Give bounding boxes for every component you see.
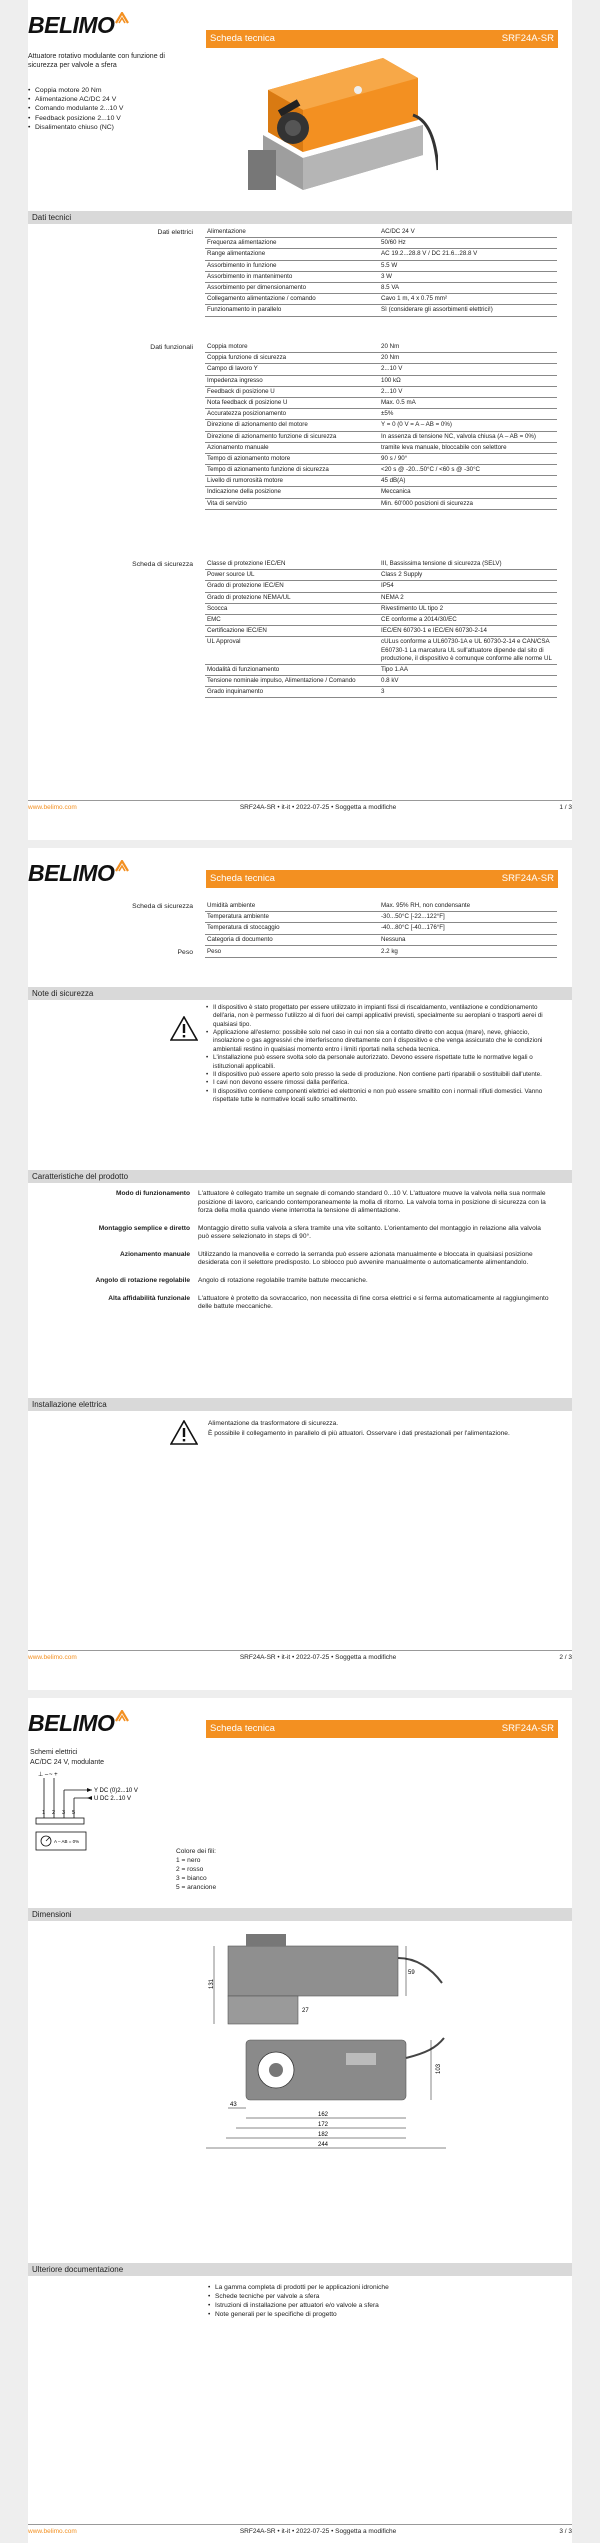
- feature-item: • Comando modulante 2...10 V: [28, 104, 198, 113]
- spec-row: [205, 342, 557, 353]
- belimo-logo: BELIMO: [28, 14, 129, 37]
- spec-row: [205, 397, 557, 408]
- spec-row: [205, 420, 557, 431]
- footer-url[interactable]: www.belimo.com: [28, 2528, 77, 2535]
- spec-key: Tensione nominale impulso, Alimentazione / Comando: [205, 676, 379, 687]
- spec-row: [205, 271, 557, 282]
- spec-key: Campo di lavoro Y: [205, 364, 379, 375]
- spec-row: [205, 364, 557, 375]
- spec-row: [205, 375, 557, 386]
- spec-value: CE conforme a 2014/30/EC: [379, 614, 557, 625]
- dim-right: 59: [408, 1970, 415, 1976]
- dim-side: 103: [436, 2063, 442, 2074]
- footer-url[interactable]: www.belimo.com: [28, 1654, 77, 1661]
- spec-key: EMC: [205, 614, 379, 625]
- spec-row: [205, 238, 557, 249]
- spec-key: Accuratezza posizionamento: [205, 409, 379, 420]
- spec-value: AC/DC 24 V: [379, 227, 557, 238]
- group-functional-label: Dati funzionali: [150, 344, 193, 351]
- wiring-pin: 1: [42, 1810, 46, 1816]
- section-product-features: Caratteristiche del prodotto: [28, 1170, 572, 1183]
- spec-value: Max. 0.5 mA: [379, 397, 557, 408]
- spec-row: [205, 442, 557, 453]
- spec-row: [205, 353, 557, 364]
- wire-color: 1 = nero: [176, 1856, 201, 1864]
- spec-key: UL Approval: [205, 637, 379, 665]
- section-tech-data: Dati tecnici: [28, 211, 572, 224]
- safety-table: [205, 559, 557, 698]
- section-electrical-install: Installazione elettrica: [28, 1398, 572, 1411]
- spec-row: [205, 676, 557, 687]
- footer-url[interactable]: www.belimo.com: [28, 804, 77, 811]
- spec-value: IEC/EN 60730-1 e IEC/EN 60730-2-14: [379, 626, 557, 637]
- dimension-drawing: [206, 1928, 506, 2178]
- spec-value: 2.2 kg: [379, 947, 557, 958]
- feature-text: L'attuatore è protetto da sovraccarico, non necessita di fine corsa elettrici e si ferma automaticamente al raggiungimento delle battute meccaniche.: [198, 1294, 549, 1311]
- wiring-y-label: Y DC (0)2...10 V: [94, 1788, 138, 1794]
- spec-value: 2...10 V: [379, 364, 557, 375]
- spec-row: [205, 249, 557, 260]
- spec-value: ±5%: [379, 409, 557, 420]
- wire-color: 2 = rosso: [176, 1865, 204, 1873]
- product-features-list: [28, 1190, 572, 1321]
- spec-key: Coppia funzione di sicurezza: [205, 353, 379, 364]
- spec-key: Vita di servizio: [205, 498, 379, 509]
- safety-note: • Il dispositivo è stato progettato per essere utilizzato in impianti fissi di riscaldamento, ventilazione e condizionamento dell'aria, non è permesso l'utilizzo al di fuori dei campi applicativi previsti, specialmente su aeroplani o trasporti aerei di qualsiasi tipo.: [206, 1004, 558, 1029]
- spec-key: Range alimentazione: [205, 249, 379, 260]
- spec-key: Umidità ambiente: [205, 901, 379, 912]
- wiring-diagram: [32, 1770, 182, 1860]
- wire-colors: [176, 1848, 216, 1892]
- spec-key: Grado inquinamento: [205, 687, 379, 698]
- section-dimensions: Dimensioni: [28, 1908, 572, 1921]
- spec-key: Power source UL: [205, 570, 379, 581]
- spec-key: Assorbimento per dimensionamento: [205, 282, 379, 293]
- wiring-t-plus: ~ +: [49, 1772, 58, 1778]
- spec-value: 45 dB(A): [379, 476, 557, 487]
- spec-row: [205, 581, 557, 592]
- install-warning-text: È possibile il collegamento in parallelo di più attuatori. Osservare i dati prestazionali per l'alimentazione.: [208, 1430, 510, 1437]
- feature-text: Angolo di rotazione regolabile tramite battute meccaniche.: [198, 1276, 368, 1284]
- spec-value: 100 kΩ: [379, 375, 557, 386]
- spec-value: Nessuna: [379, 934, 557, 945]
- datasheet-header: [206, 870, 558, 888]
- group-weight-label: Peso: [177, 949, 193, 956]
- group-electric-label: Dati elettrici: [157, 229, 193, 236]
- spec-row: [205, 559, 557, 570]
- belimo-logo: BELIMO: [28, 1712, 129, 1735]
- wiring-subtitle: AC/DC 24 V, modulante: [30, 1759, 105, 1766]
- page-1: [28, 0, 572, 840]
- spec-value: 2...10 V: [379, 386, 557, 397]
- actuator-product-image: [208, 50, 438, 202]
- wiring-pin: 3: [62, 1810, 66, 1816]
- footer-page: 2 / 3: [559, 1654, 572, 1661]
- spec-key: Tempo di azionamento motore: [205, 453, 379, 464]
- functional-table: [205, 342, 557, 510]
- spec-key: Indicazione della posizione: [205, 487, 379, 498]
- feature-list: [28, 86, 198, 132]
- safety-note: • L'installazione può essere svolta solo da personale autorizzato. Devono essere rispettate tutte le normative legali o istituzionali applicabili.: [206, 1054, 558, 1071]
- spec-key: Nota feedback di posizione U: [205, 397, 379, 408]
- feature-label: Montaggio semplice e diretto: [98, 1224, 190, 1232]
- wiring-u-label: U DC 2...10 V: [94, 1796, 132, 1802]
- docs-list: [208, 2283, 548, 2319]
- wiring-pin: 2: [52, 1810, 56, 1816]
- spec-value: 3 W: [379, 271, 557, 282]
- spec-row: [205, 294, 557, 305]
- spec-row: [205, 570, 557, 581]
- doc-item: • Schede tecniche per valvole a sfera: [208, 2292, 548, 2301]
- spec-key: Tempo di azionamento funzione di sicurezza: [205, 465, 379, 476]
- dim-width: 172: [318, 2122, 329, 2128]
- warning-icon: [170, 1420, 198, 1445]
- spec-value: Y = 0 (0 V = A – AB = 0%): [379, 420, 557, 431]
- spec-key: Temperatura ambiente: [205, 912, 379, 923]
- feature-row: [28, 1277, 572, 1286]
- footer-page: 1 / 3: [559, 804, 572, 811]
- spec-key: Scocca: [205, 603, 379, 614]
- header-model: SRF24A-SR: [501, 872, 554, 884]
- spec-key: Collegamento alimentazione / comando: [205, 294, 379, 305]
- spec-key: Azionamento manuale: [205, 442, 379, 453]
- page-3: [28, 1698, 572, 2543]
- header-title: Scheda tecnica: [210, 872, 275, 884]
- spec-key: Alimentazione: [205, 227, 379, 238]
- feature-row: [28, 1225, 572, 1242]
- spec-row: [205, 912, 557, 923]
- spec-row: [205, 923, 557, 934]
- belimo-logo: BELIMO: [28, 862, 129, 885]
- spec-value: 90 s / 90°: [379, 453, 557, 464]
- spec-value: -30...50°C [-22...122°F]: [379, 912, 557, 923]
- spec-row: [205, 227, 557, 238]
- feature-row: [28, 1190, 572, 1216]
- spec-value: In assenza di tensione NC, valvola chiusa (A – AB = 0%): [379, 431, 557, 442]
- spec-value: 20 Nm: [379, 342, 557, 353]
- spec-value: <20 s @ -20...50°C / <60 s @ -30°C: [379, 465, 557, 476]
- dim-width: 182: [318, 2132, 329, 2138]
- feature-item: • Alimentazione AC/DC 24 V: [28, 95, 198, 104]
- spec-row: [205, 487, 557, 498]
- feature-label: Modo di funzionamento: [116, 1190, 190, 1197]
- spec-key: Direzione di azionamento funzione di sicurezza: [205, 431, 379, 442]
- spec-value: AC 19.2...28.8 V / DC 21.6...28.8 V: [379, 249, 557, 260]
- doc-item: • Istruzioni di installazione per attuatori e/o valvole a sfera: [208, 2301, 548, 2310]
- spec-row: [205, 476, 557, 487]
- spec-row: [205, 465, 557, 476]
- header-model: SRF24A-SR: [501, 32, 554, 44]
- spec-row: [205, 934, 557, 945]
- spec-key: Frequenza alimentazione: [205, 238, 379, 249]
- spec-row: [205, 282, 557, 293]
- header-model: SRF24A-SR: [501, 1722, 554, 1734]
- wire-colors-title: Colore dei fili:: [176, 1848, 216, 1855]
- dim-left: 43: [230, 2102, 237, 2108]
- feature-row: [28, 1295, 572, 1312]
- wiring-title: Schemi elettrici: [30, 1749, 78, 1756]
- dim-height: 131: [209, 1978, 215, 1989]
- spec-key: Coppia motore: [205, 342, 379, 353]
- spec-value: tramite leva manuale, bloccabile con selettore: [379, 442, 557, 453]
- spec-row: [205, 498, 557, 509]
- weight-table: [205, 947, 557, 958]
- install-warning-title: Alimentazione da trasformatore di sicurezza.: [208, 1420, 339, 1427]
- spec-row: [205, 614, 557, 625]
- wiring-pin: 5: [72, 1810, 76, 1816]
- feature-label: Alta affidabilità funzionale: [108, 1294, 190, 1302]
- spec-value: 50/60 Hz: [379, 238, 557, 249]
- wire-color: 5 = arancione: [176, 1883, 217, 1891]
- spec-key: Grado di protezione NEMA/UL: [205, 592, 379, 603]
- footer-meta: SRF24A-SR • it-it • 2022-07-25 • Soggetta a modifiche: [239, 804, 397, 811]
- spec-value: Max. 95% RH, non condensante: [379, 901, 557, 912]
- spec-value: 8.5 VA: [379, 282, 557, 293]
- spec-row: [205, 626, 557, 637]
- feature-item: • Disalimentato chiuso (NC): [28, 123, 198, 132]
- spec-key: Modalità di funzionamento: [205, 664, 379, 675]
- wire-color: 3 = bianco: [176, 1874, 207, 1882]
- spec-key: Assorbimento in funzione: [205, 260, 379, 271]
- footer-meta: SRF24A-SR • it-it • 2022-07-25 • Soggetta a modifiche: [239, 2528, 397, 2535]
- footer-meta: SRF24A-SR • it-it • 2022-07-25 • Soggetta a modifiche: [239, 1654, 397, 1661]
- wiring-t-minus: ⊥ –: [38, 1772, 49, 1778]
- spec-value: -40...80°C [-40...176°F]: [379, 923, 557, 934]
- spec-key: Livello di rumorosità motore: [205, 476, 379, 487]
- safety-note: • Il dispositivo contiene componenti elettrici ed elettronici e non può essere smaltito con i normali rifiuti domestici. Vanno rispettate tutte le normative locali sullo smaltimento.: [206, 1088, 558, 1105]
- dim-small: 27: [302, 2008, 309, 2014]
- safety-table-cont: [205, 901, 557, 946]
- section-safety-notes: Note di sicurezza: [28, 987, 572, 1000]
- spec-row: [205, 592, 557, 603]
- feature-item: • Feedback posizione 2...10 V: [28, 114, 198, 123]
- spec-value: Sì (considerare gli assorbimenti elettrici!): [379, 305, 557, 316]
- doc-item: • Note generali per le specifiche di progetto: [208, 2310, 548, 2319]
- spec-value: 20 Nm: [379, 353, 557, 364]
- spec-key: Temperatura di stoccaggio: [205, 923, 379, 934]
- spec-key: Certificazione IEC/EN: [205, 626, 379, 637]
- spec-row: [205, 637, 557, 665]
- feature-row: [28, 1251, 572, 1268]
- spec-row: [205, 409, 557, 420]
- page-footer: [28, 2524, 572, 2536]
- safety-note: • Applicazione all'esterno: possibile solo nel caso in cui non sia a contatto diretto con acqua (mare), neve, ghiaccio, insolazione o gas aggressivi che interferiscono direttamente con il dispositivo e che venga assicurato che le condizioni ambientali restino in qualsiasi momento entro i limiti riportati nella scheda tecnica.: [206, 1029, 558, 1054]
- page-footer: [28, 1650, 572, 1662]
- spec-key: Categoria di documento: [205, 934, 379, 945]
- spec-value: Min. 60'000 posizioni di sicurezza: [379, 498, 557, 509]
- group-safety-label: Scheda di sicurezza: [132, 561, 193, 568]
- spec-row: [205, 664, 557, 675]
- spec-key: Direzione di azionamento del motore: [205, 420, 379, 431]
- feature-item: • Coppia motore 20 Nm: [28, 86, 198, 95]
- spec-key: Peso: [205, 947, 379, 958]
- spec-value: cULus conforme a UL60730-1A e UL 60730-2-14 e CAN/CSA E60730-1 La marcatura UL sull'attuatore dipende dal sito di produzione, il dispositivo è comunque conforme alle norme UL: [379, 637, 557, 665]
- spec-value: Class 2 Supply: [379, 570, 557, 581]
- warning-icon: [170, 1016, 198, 1041]
- spec-value: 0.8 kV: [379, 676, 557, 687]
- wiring-actuator-label: A – AB = 0%: [54, 1839, 80, 1844]
- spec-value: 5.5 W: [379, 260, 557, 271]
- spec-key: Classe di protezione IEC/EN: [205, 559, 379, 570]
- dim-width: 162: [318, 2112, 329, 2118]
- safety-note: • Il dispositivo può essere aperto solo presso la sede di produzione. Non contiene parti riparabili o sostituibili dall'utente.: [206, 1071, 558, 1079]
- safety-note: • I cavi non devono essere rimossi dalla periferica.: [206, 1079, 558, 1087]
- header-title: Scheda tecnica: [210, 1722, 275, 1734]
- spec-row: [205, 901, 557, 912]
- header-title: Scheda tecnica: [210, 32, 275, 44]
- page-2: [28, 848, 572, 1690]
- spec-value: NEMA 2: [379, 592, 557, 603]
- feature-text: Montaggio diretto sulla valvola a sfera tramite una vite soltanto. L'orientamento del montaggio in relazione alla valvola può essere selezionato in steps di 90°.: [198, 1224, 541, 1241]
- spec-value: Tipo 1.AA: [379, 664, 557, 675]
- feature-text: L'attuatore è collegato tramite un segnale di comando standard 0...10 V. L'attuatore muove la valvola nella sua normale posizione di lavoro, caricando contemporaneamente la molla di ritorno. La valvola torna in posizione di sicurezza con la forza della molla quando viene interrotta la tensione di alimentazione.: [198, 1190, 546, 1215]
- spec-row: [205, 260, 557, 271]
- spec-value: IP54: [379, 581, 557, 592]
- product-description: Attuatore rotativo modulante con funzione di sicurezza per valvole a sfera: [28, 53, 165, 70]
- spec-row: [205, 603, 557, 614]
- spec-key: Funzionamento in parallelo: [205, 305, 379, 316]
- feature-text: Utilizzando la manovella e corredo la serranda può essere azionata manualmente e bloccata in qualsiasi posizione desiderata con il selettore predisposto. Lo sblocco può avvenire manualmente o automaticamente alimentandolo.: [198, 1250, 533, 1267]
- section-docs: Ulteriore documentazione: [28, 2263, 572, 2276]
- spec-row: [205, 305, 557, 316]
- spec-value: Cavo 1 m, 4 x 0.75 mm²: [379, 294, 557, 305]
- spec-row: [205, 386, 557, 397]
- spec-value: 3: [379, 687, 557, 698]
- electric-table: [205, 227, 557, 317]
- spec-value: III, Bassissima tensione di sicurezza (SELV): [379, 559, 557, 570]
- spec-row: [205, 453, 557, 464]
- datasheet-header: [206, 1720, 558, 1738]
- spec-row: [205, 431, 557, 442]
- feature-label: Angolo di rotazione regolabile: [95, 1276, 190, 1284]
- group-safety-label: Scheda di sicurezza: [132, 903, 193, 910]
- dim-width: 244: [318, 2142, 329, 2148]
- datasheet-header: [206, 30, 558, 48]
- spec-key: Impedenza ingresso: [205, 375, 379, 386]
- footer-page: 3 / 3: [559, 2528, 572, 2535]
- spec-value: Rivestimento UL tipo 2: [379, 603, 557, 614]
- spec-value: Meccanica: [379, 487, 557, 498]
- spec-row: [205, 687, 557, 698]
- spec-key: Grado di protezione IEC/EN: [205, 581, 379, 592]
- spec-row: [205, 947, 557, 958]
- spec-key: Feedback di posizione U: [205, 386, 379, 397]
- feature-label: Azionamento manuale: [120, 1250, 190, 1258]
- doc-item: • La gamma completa di prodotti per le applicazioni idroniche: [208, 2283, 548, 2292]
- page-footer: [28, 800, 572, 812]
- spec-key: Assorbimento in mantenimento: [205, 271, 379, 282]
- safety-notes-list: [206, 1004, 558, 1104]
